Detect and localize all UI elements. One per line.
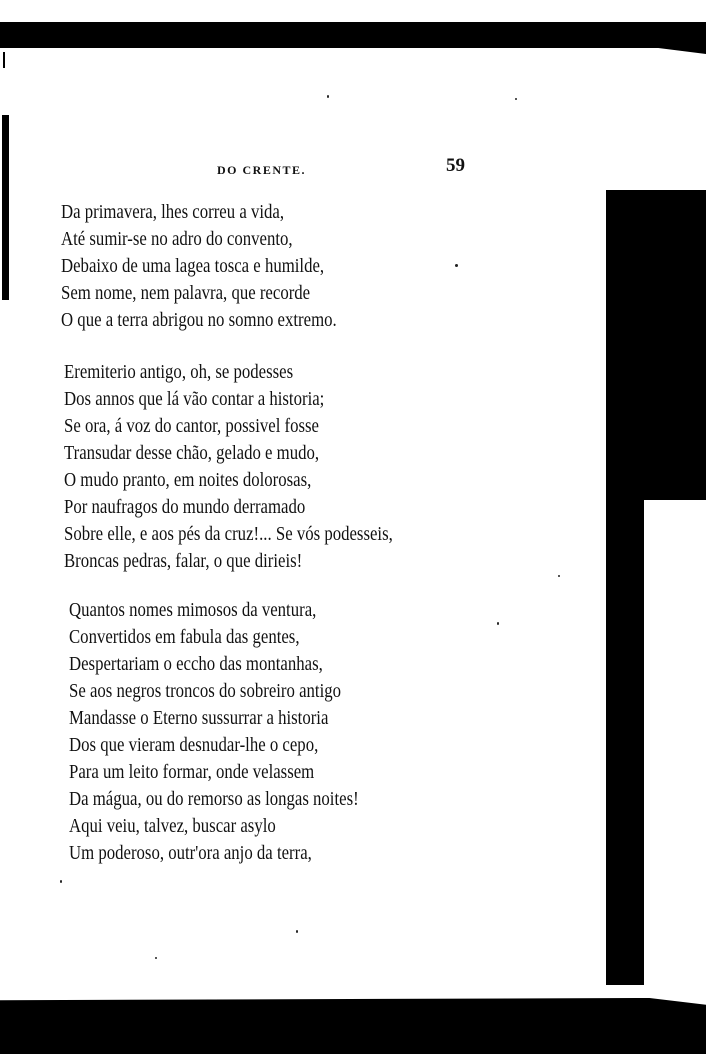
- poem-line: Mandasse o Eterno sussurrar a historia: [69, 708, 329, 729]
- scan-border-bottom: [0, 998, 706, 1054]
- poem-line: Transudar desse chão, gelado e mudo,: [64, 443, 320, 464]
- poem-line: Da mágua, ou do remorso as longas noites!: [69, 789, 359, 810]
- poem-line: Sem nome, nem palavra, que recorde: [61, 283, 311, 304]
- poem-line: Debaixo de uma lagea tosca e humilde,: [61, 256, 325, 277]
- poem-line: Para um leito formar, onde velassem: [69, 762, 315, 783]
- poem-line: Da primavera, lhes correu a vida,: [61, 202, 285, 223]
- poem-line: O que a terra abrigou no somno extremo.: [61, 310, 337, 331]
- poem-line: Por naufragos do mundo derramado: [64, 497, 306, 518]
- poem-line: Quantos nomes mimosos da ventura,: [69, 600, 317, 621]
- poem-line: Despertariam o eccho das montanhas,: [69, 654, 323, 675]
- poem-line: Sobre elle, e aos pés da cruz!... Se vós podesseis,: [64, 524, 393, 545]
- scan-border-left: [2, 115, 9, 300]
- scan-speck: [60, 880, 62, 883]
- scan-speck: [497, 622, 499, 625]
- scan-speck: [515, 98, 517, 100]
- scan-mark-left-small: [3, 52, 5, 68]
- scan-speck: [558, 575, 560, 577]
- scan-speck: [155, 957, 157, 959]
- poem-line: Eremiterio antigo, oh, se podesses: [64, 362, 294, 383]
- poem-line: Até sumir-se no adro do convento,: [61, 229, 293, 250]
- running-title: DO CRENTE.: [217, 163, 307, 177]
- scan-speck: [455, 264, 458, 267]
- poem-stanza: [64, 359, 446, 575]
- scan-border-top: [0, 22, 706, 48]
- poem-stanza: [69, 597, 406, 867]
- poem-line: Dos annos que lá vão contar a historia;: [64, 389, 325, 410]
- poem-line: Convertidos em fabula das gentes,: [69, 627, 300, 648]
- poem-line: Aqui veiu, talvez, buscar asylo: [69, 816, 276, 837]
- poem-line: Um poderoso, outr'ora anjo da terra,: [69, 843, 312, 864]
- poem-line: Dos que vieram desnudar-lhe o cepo,: [69, 735, 319, 756]
- scan-shadow-right: [606, 190, 706, 500]
- poem-line: O mudo pranto, em noites dolorosas,: [64, 470, 312, 491]
- poem-stanza: [61, 199, 382, 334]
- page-number: 59: [446, 155, 465, 176]
- scan-speck: [296, 930, 298, 933]
- poem-line: Broncas pedras, falar, o que dirieis!: [64, 551, 303, 572]
- scan-speck: [327, 95, 329, 98]
- scan-shadow-right-lower: [606, 500, 644, 985]
- poem-line: Se aos negros troncos do sobreiro antigo: [69, 681, 342, 702]
- poem-line: Se ora, á voz do cantor, possivel fosse: [64, 416, 320, 437]
